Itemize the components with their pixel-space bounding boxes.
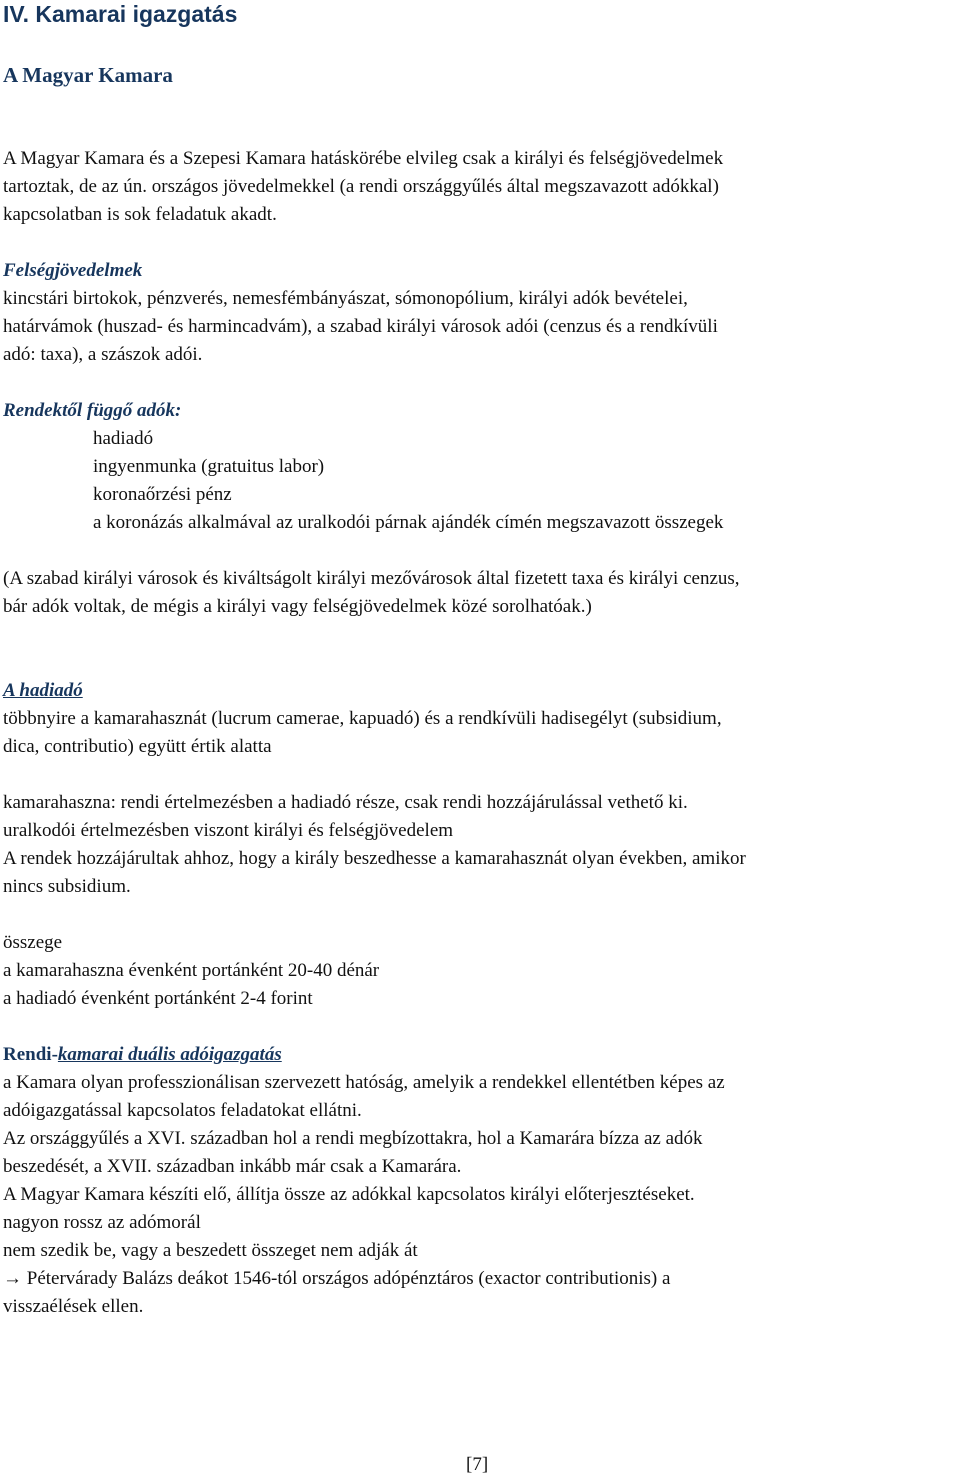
dualis-line: visszaélések ellen. <box>3 1296 144 1317</box>
dualis-line: adóigazgatással kapcsolatos feladatokat ellátni. <box>3 1100 362 1121</box>
hadiado-line: dica, contributio) együtt értik alatta <box>3 736 272 757</box>
dualis-line: A Magyar Kamara készíti elő, állítja össze az adókkal kapcsolatos királyi előterjesztéseket. <box>3 1184 695 1205</box>
rendektol-item: koronaőrzési pénz <box>93 484 232 505</box>
page-number: [7] <box>466 1454 489 1475</box>
rendektol-note-line: (A szabad királyi városok és kiváltságolt királyi mezővárosok által fizetett taxa és királyi cenzus, <box>3 568 740 589</box>
felsegjovedelmek-line: határvámok (huszad- és harmincadvám), a szabad királyi városok adói (cenzus és a rendkívüli <box>3 316 718 337</box>
rendektol-item: ingyenmunka (gratuitus labor) <box>93 456 325 477</box>
dualis-line: Az országgyűlés a XVI. században hol a rendi megbízottakra, hol a Kamarára bízza az adók <box>3 1128 703 1149</box>
intro-line: kapcsolatban is sok feladatuk akadt. <box>3 204 277 225</box>
rendektol-item: hadiadó <box>93 428 154 449</box>
dualis-line: a Kamara olyan professzionálisan szervezett hatóság, amelyik a rendekkel ellentétben képes az <box>3 1072 725 1093</box>
felsegjovedelmek-heading: Felségjövedelmek <box>3 260 143 281</box>
intro-line: A Magyar Kamara és a Szepesi Kamara hatáskörébe elvileg csak a királyi és felségjövedelmek <box>3 148 724 169</box>
kamarahaszna-line: uralkodói értelmezésben viszont királyi és felségjövedelem <box>3 820 454 841</box>
osszege-line: a hadiadó évenként portánként 2-4 forint <box>3 988 313 1009</box>
kamarahaszna-line: A rendek hozzájárultak ahhoz, hogy a király beszedhesse a kamarahasznát olyan években, amikor <box>3 848 746 869</box>
dualis-heading-bold: Rendi- <box>3 1044 58 1065</box>
dualis-line: → Pétervárady Balázs deákot 1546-tól országos adópénztáros (exactor contributionis) a <box>3 1268 671 1289</box>
rendektol-heading: Rendektől függő adók: <box>3 400 182 421</box>
kamarahaszna-line: nincs subsidium. <box>3 876 131 897</box>
section-title: A Magyar Kamara <box>3 63 173 87</box>
hadiado-heading: A hadiadó <box>3 680 83 701</box>
felsegjovedelmek-line: adó: taxa), a szászok adói. <box>3 344 203 365</box>
rendektol-note-line: bár adók voltak, de mégis a királyi vagy felségjövedelmek közé sorolhatóak.) <box>3 596 592 617</box>
dualis-heading <box>3 1041 282 1069</box>
rendektol-item: a koronázás alkalmával az uralkodói párnak ajándék címén megszavazott összegek <box>93 512 724 533</box>
dualis-line: beszedését, a XVII. században inkább már csak a Kamarára. <box>3 1156 462 1177</box>
dualis-line: nagyon rossz az adómorál <box>3 1212 201 1233</box>
felsegjovedelmek-line: kincstári birtokok, pénzverés, nemesfémbányászat, sómonopólium, királyi adók bevételei, <box>3 288 688 309</box>
chapter-title: IV. Kamarai igazgatás <box>3 1 238 27</box>
dualis-line: nem szedik be, vagy a beszedett összeget nem adják át <box>3 1240 418 1261</box>
osszege-line: a kamarahaszna évenként portánként 20-40 dénár <box>3 960 380 981</box>
hadiado-line: többnyire a kamarahasznát (lucrum camerae, kapuadó) és a rendkívüli hadisegélyt (subsidium, <box>3 708 722 729</box>
osszege-line: összege <box>3 932 63 953</box>
kamarahaszna-line: kamarahaszna: rendi értelmezésben a hadiadó része, csak rendi hozzájárulással vethető ki. <box>3 792 688 813</box>
dualis-heading-italic: kamarai duális adóigazgatás <box>57 1044 282 1065</box>
intro-line: tartoztak, de az ún. országos jövedelmekkel (a rendi országgyűlés által megszavazott adókkal) <box>3 176 719 197</box>
